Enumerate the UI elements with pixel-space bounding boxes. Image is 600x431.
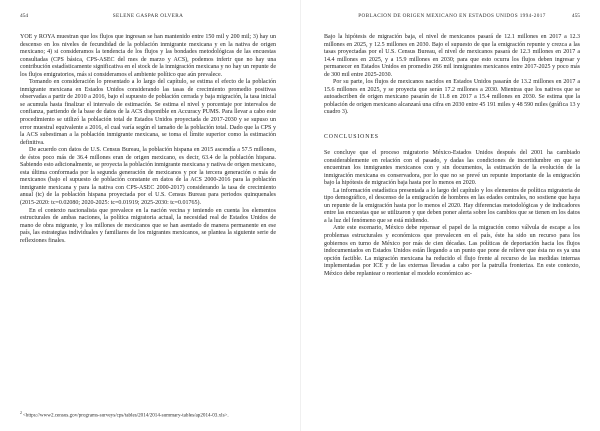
right-page-body-bottom [324,150,580,278]
paragraph: La información estadística presentada a lo largo del capítulo y los elementos de política migratoria de tipo demográfico, el descenso de la emigración de hombres en las edades centrales, no sostiene que haya un repunte de la emigración hasta por lo menos el 2020. Hay diferencias metodológicas y de indicadores entre las encuestas que se utilizaron y que deben poner alerta sobre los cambios que se tienen en los datos a la luz del fenómeno que se está midiendo. [324,187,580,224]
right-page-body-top [324,34,580,117]
paragraph: YOE y ROYA muestran que los flujos que ingresan se han mantenido entre 150 mil y 200 mil; 3) hay un descenso en los niveles de fecundidad de la población inmigrante mexicana y en la nativa de origen mexicano; 4) si consideramos la tendencia de los flujos y las bondades metodológicas de las encuestas consultadas (CPS básica, CPS-ASEC del mes de marzo y ACS), podemos inferir que no hay una contribución estadísticamente significativa en el stock de la inmigración mexicana y no hay un repunte de los flujos emigratorios, más si consideramos el ambiente político que aún prevalece. [20,34,276,78]
right-running-head: POBLACIÓN DE ORIGEN MEXICANO EN ESTADOS UNIDOS 1994-2017 [358,13,546,19]
left-page-header [20,13,276,19]
footnote-text: <https://www2.census.gov/programs-surveys/cps/tables/2014/2014-summary-tables/ap2014-03.xls>. [22,412,229,419]
paragraph: Se concluye que el proceso migratorio México-Estados Unidos después del 2001 ha cambiado considerablemente en relación con el pasado, y dadas las condiciones de incertidumbre en que se encuentran los inmigrantes mexicanos con y sin documentos, la estimación de la evolución de la inmigración mexicana es conservadora, por lo que no se prevé un repunte importante de la emigración bajo la hipótesis de migración baja hasta por lo menos en 2020. [324,150,580,187]
right-page-number: 455 [571,13,580,19]
paragraph: Bajo la hipótesis de migración baja, el nivel de mexicanos pasará de 12.1 millones en 2017 a 12.3 millones en 2025, y 12.5 millones en 2030. Bajo el supuesto de que la emigración repunte y crezca a las tasas proyectadas por el U.S. Census Bureau, el nivel de mexicanos pasará de 12.3 millones en 2017 a 14.4 millones en 2025, y a 15.9 millones en 2030; para que esto ocurra los flujos deben ingresar y permanecer en Estados Unidos en promedio 266 mil inmigrantes mexicanos entre 2017-2025 y poco más de 300 mil entre 2025-2030. [324,34,580,78]
left-page-body [20,34,276,245]
left-running-head: SELENE GASPAR OLVERA [112,13,184,19]
conclusions-heading: CONCLUSIONES [324,134,379,141]
footnote [20,411,276,419]
right-page-header [324,13,580,19]
left-page-number: 454 [20,13,29,19]
paragraph: De acuerdo con datos de U.S. Census Bureau, la población hispana en 2015 ascendía a 57.5 millones, de éstos poco más de 36.4 millones eran de origen mexicano, es decir, 63.4 de la población hispana. Sabiendo esto adicionalmente, se proyecta la población inmigrante mexicana y nativa de origen mexicano, esta última conformada por la segunda generación de mexicanos y por la tercera generación o más de mexicanos (bajo el supuesto de población constante en datos de la ACS 2000-2016 para la población inmigrante mexicana y para la nativa con CPS-ASEC 2000-2017) considerando la tasa de crecimiento anual (tc) de la población hispana proyectada por el U.S. Census Bureau para periodos quinquenales (2015-2020: tc=0.02080; 2020-2025: tc=0.01919; 2025-2030: tc=0.01765). [20,147,276,207]
paragraph: En el contexto nacionalista que prevalece en la nación vecina y teniendo en cuenta los elementos estructurales de ambas naciones, la política migratoria actual, la necesidad real de Estados Unidos de mano de obra migrante, y los millones de mexicanos que se han asentado de manera permanente en ese país, las estrategias individuales y familiares de los migrantes mexicanos, se plantea la siguiente serie de reflexiones finales. [20,207,276,244]
footnote-marker: 2 [20,410,22,415]
paragraph: Tomando en consideración lo presentado a lo largo del capítulo, se estima el efecto de la población inmigrante mexicana en Estados Unidos considerando las tasas de crecimiento promedio positivas observadas a partir de 2010 a 2016, bajo el supuesto de población cerrada y baja migración, la tasa inicial se acumula hasta finalizar el intervalo de estimación. Se estima el nivel y porcentaje por intervalos de confianza, partiendo de la base de datos de la ACS disponible en Accuracy PUMS. Para llevar a cabo este procedimiento se utilizó la población total de Estados Unidos proyectada de 2017-2030 y se supuso un error muestral equivalente a 2016, el cual varía según el tamaño de la población total. Dado que la CPS y la ACS subestiman a la población inmigrante mexicana, se toma el límite superior como la estimación definitiva. [20,79,276,146]
paragraph: Ante este escenario, México debe repensar el papel de la migración como válvula de escape a los problemas estructurales y económicos que prevalecen en el país, éste ha sido un recurso para los gobiernos en turno de México por más de cien décadas. Las políticas de deportación hacia los flujos indocumentados en Estados Unidos están llegando a un punto que pone de relieve que ésta no es ya una opción factible. La migración mexicana ha reducido el flujo frente al recurso de las medidas internas implementadas por ICE y de las externas llevadas a cabo por la patrulla fronteriza. En este contexto, México debe replantear o reorientar el modelo económico ac- [324,225,580,277]
right-page [300,0,600,431]
paragraph: Por su parte, los flujos de mexicanos nacidos en Estados Unidos pasarán de 13.2 millones en 2017 a 15.6 millones en 2025, y se proyecta que serán 17.2 millones a 2030. Mientras que los nativos que se autoadscriben de origen mexicano pasarán de 11.8 en 2017 a 15.4 millones en 2030. Se estima que la población de origen mexicano alcanzará una cifra en 2030 entre 45 191 miles y 48 590 miles (gráfica 13 y cuadro 3). [324,79,580,116]
